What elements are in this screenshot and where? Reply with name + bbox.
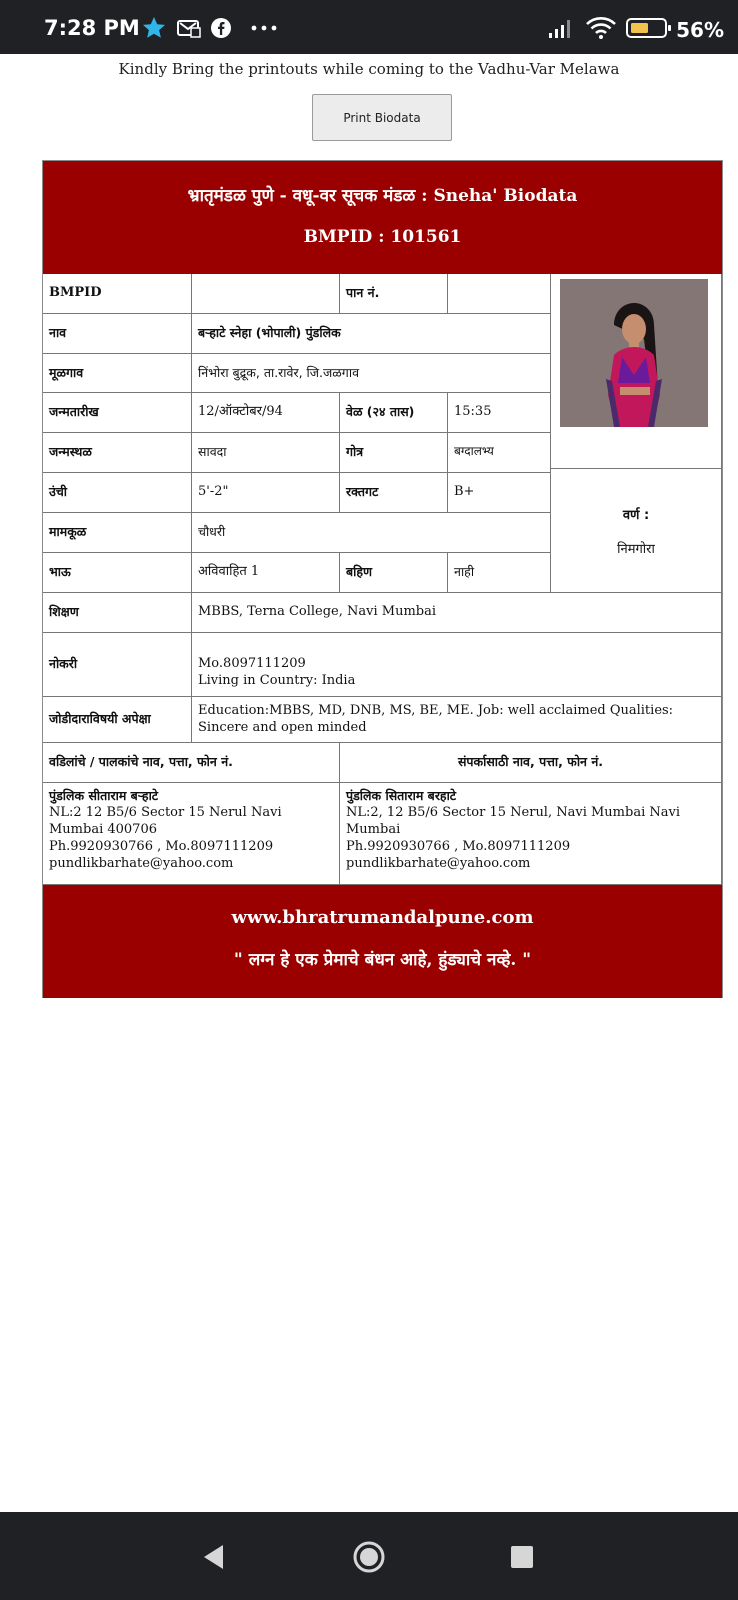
value-birthplace: सावदा xyxy=(192,433,340,473)
value-native: निंभोरा बुद्रूक, ता.रावेर, जि.जळगाव xyxy=(192,354,551,393)
label-page-no: पान नं. xyxy=(340,274,448,314)
label-expectations: जोडीदाराविषयी अपेक्षा xyxy=(43,697,192,743)
label-parents: वडिलांचे / पालकांचे नाव, पत्ता, फोन नं. xyxy=(43,743,340,783)
status-time: 7:28 PM xyxy=(44,16,140,40)
value-brother: अविवाहित 1 xyxy=(192,553,340,593)
value-sister: नाही xyxy=(448,553,551,593)
battery-icon xyxy=(626,16,672,40)
parents-phone: Ph.9920930766 , Mo.8097111209 xyxy=(49,839,274,854)
biodata-title: भ्रातृमंडळ पुणे - वधू-वर सूचक मंडळ : Sneha' Biodata xyxy=(187,186,578,206)
label-name: नाव xyxy=(43,314,192,354)
label-native: मूळगाव xyxy=(43,354,192,393)
value-name: बऱ्हाटे स्नेहा (भोपाली) पुंडलिक xyxy=(192,314,551,354)
more-icon xyxy=(250,16,278,40)
home-icon[interactable] xyxy=(349,1537,389,1577)
back-icon[interactable] xyxy=(194,1537,234,1577)
printout-notice: Kindly Bring the printouts while coming to the Vadhu-Var Melawa xyxy=(118,60,620,78)
print-biodata-button[interactable]: Print Biodata xyxy=(312,94,452,141)
value-gotra: बग्दालभ्य xyxy=(448,433,551,473)
biodata-id: BMPID : 101561 xyxy=(303,227,462,247)
label-brother: भाऊ xyxy=(43,553,192,593)
label-birthplace: जन्मस्थळ xyxy=(43,433,192,473)
label-blood: रक्तगट xyxy=(340,473,448,513)
biodata-footer xyxy=(43,885,722,998)
biodata-header xyxy=(43,161,722,274)
status-bar xyxy=(0,0,738,54)
value-expectations: Education:MBBS, MD, DNB, MS, BE, ME. Job: well acclaimed Qualities: Sincere and open minded xyxy=(192,697,722,743)
label-dob: जन्मतारीख xyxy=(43,393,192,433)
contact-email: pundlikbarhate@yahoo.com xyxy=(346,856,531,871)
value-dob: 12/ऑक्टोबर/94 xyxy=(192,393,340,433)
label-maternal: मामकूळ xyxy=(43,513,192,553)
label-sister: बहिण xyxy=(340,553,448,593)
job-country: Living in Country: India xyxy=(198,673,356,688)
footer-website: www.bhratrumandalpune.com xyxy=(231,907,534,928)
biodata-card xyxy=(42,160,723,998)
value-blood: B+ xyxy=(448,473,551,513)
value-maternal: चौधरी xyxy=(192,513,551,553)
value-time: 15:35 xyxy=(448,393,551,433)
parents-email: pundlikbarhate@yahoo.com xyxy=(49,856,234,871)
parents-name: पुंडलिक सीताराम बऱ्हाटे xyxy=(49,788,159,803)
contact-address: NL:2, 12 B5/6 Sector 15 Nerul, Navi Mumbai Navi Mumbai xyxy=(346,805,680,837)
contact-phone: Ph.9920930766 , Mo.8097111209 xyxy=(346,839,571,854)
parents-address: NL:2 12 B5/6 Sector 15 Nerul Navi Mumbai 400706 xyxy=(49,805,282,837)
job-mobile: Mo.8097111209 xyxy=(198,656,306,671)
complexion-cell xyxy=(551,469,722,593)
star-icon xyxy=(141,16,167,40)
label-gotra: गोत्र xyxy=(340,433,448,473)
label-contact: संपर्कासाठी नाव, पत्ता, फोन नं. xyxy=(340,743,722,783)
navigation-bar xyxy=(0,1512,738,1600)
value-height: 5'-2" xyxy=(192,473,340,513)
value-complexion: निमगोरा xyxy=(617,542,655,557)
recents-icon[interactable] xyxy=(502,1537,542,1577)
label-bmpid: BMPID xyxy=(43,274,192,314)
signal-icon xyxy=(546,16,576,40)
value-page-no xyxy=(448,274,551,314)
footer-quote: " लग्न हे एक प्रेमाचे बंधन आहे, हुंड्याचे नव्हे. " xyxy=(233,950,532,970)
label-education: शिक्षण xyxy=(43,593,192,633)
label-job: नोकरी xyxy=(43,633,192,697)
contact-details xyxy=(340,783,722,885)
label-time: वेळ (२४ तास) xyxy=(340,393,448,433)
battery-percent: 56% xyxy=(676,18,724,42)
value-education: MBBS, Terna College, Navi Mumbai xyxy=(192,593,722,633)
wifi-icon xyxy=(584,16,618,40)
contact-name: पुंडलिक सिताराम बरहाटे xyxy=(346,788,457,803)
value-bmpid xyxy=(192,274,340,314)
facebook-icon xyxy=(209,16,233,40)
label-complexion: वर्ण : xyxy=(622,508,650,523)
label-height: उंची xyxy=(43,473,192,513)
message-icon xyxy=(176,16,202,40)
profile-photo xyxy=(560,279,708,427)
parents-details xyxy=(43,783,340,885)
value-job xyxy=(192,633,722,697)
